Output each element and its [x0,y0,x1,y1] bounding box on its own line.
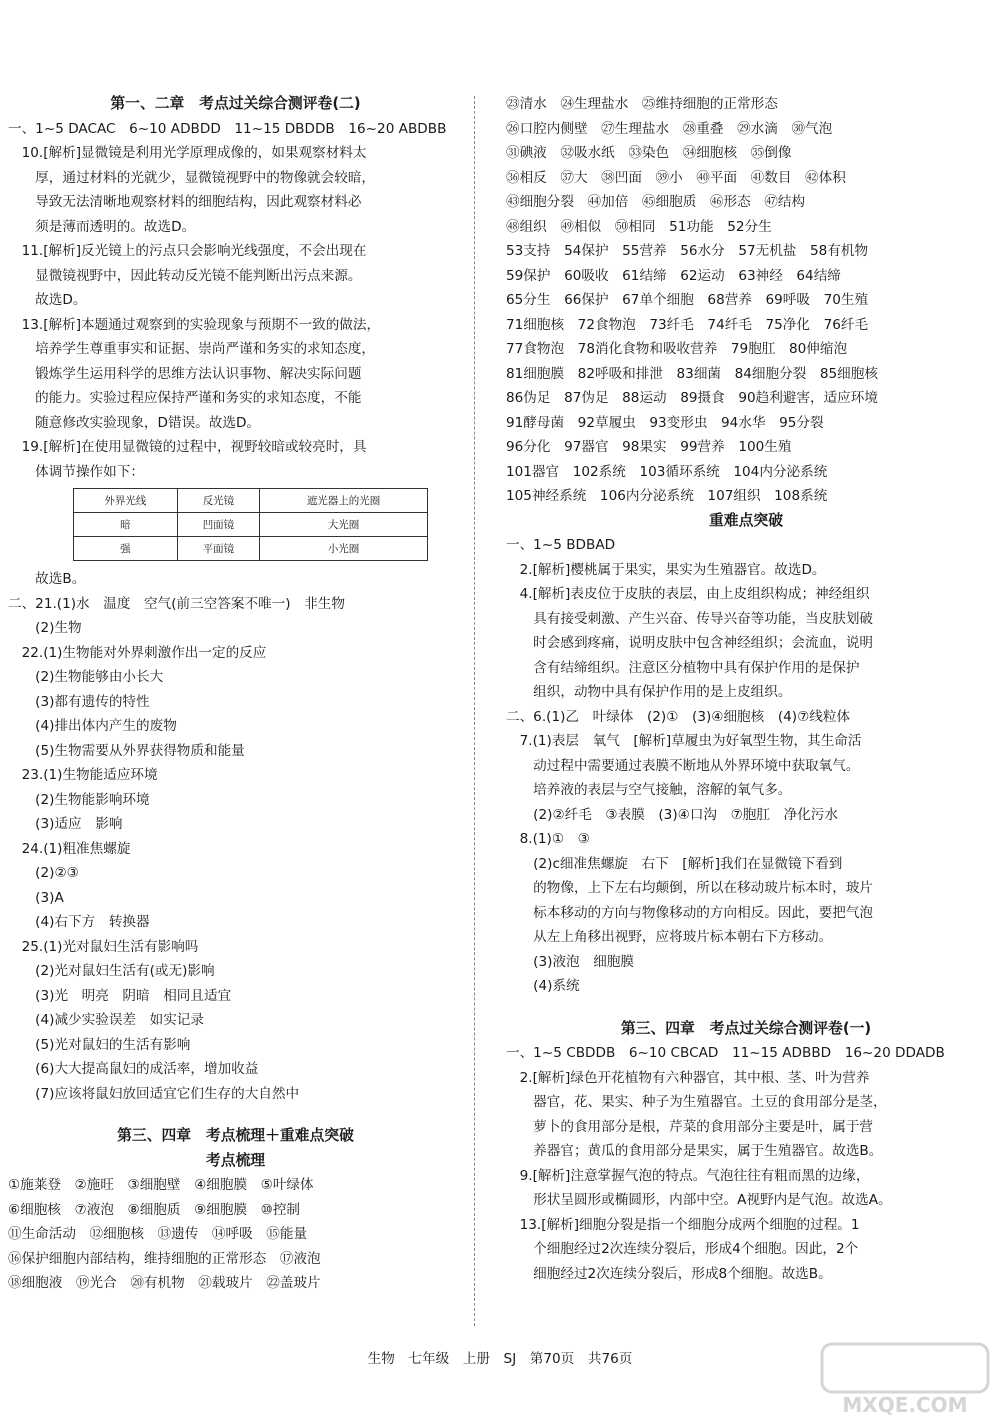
answer-line: ㉛碘液 ㉜吸水纸 ㉝染色 ㉞细胞核 ㉟倒像 [506,145,792,161]
answer-line: 86伪足 87伪足 88运动 89摄食 90趋利避害，适应环境 [506,390,878,406]
section-heading: 第一、二章 考点过关综合测评卷(二) [110,95,361,112]
answer-line: 13.[解析]本题通过观察到的实验现象与预期不一致的做法， [8,316,381,333]
answer-line: ㊱相反 ㊲大 ㊳凹面 ㊴小 ㊵平面 ㊶数目 ㊷体积 [506,169,846,186]
table-cell: 平面镜 [177,537,259,561]
answer-line: (6)大大提高鼠妇的成活率，增加收益 [8,1061,259,1077]
answer-line: (3)都有遗传的特性 [8,693,150,710]
answer-line: (3)光 明亮 阴暗 相同且适宜 [8,987,232,1004]
svg-text:MXQE.COM: MXQE.COM [842,1393,968,1417]
answer-line: 故选B。 [8,571,86,587]
spacer [506,999,986,1017]
section-heading: 第三、四章 考点过关综合测评卷(一) [620,1019,872,1037]
answer-line: 时会感到疼痛，说明皮肤中包含神经组织；会流血，说明 [506,635,874,651]
answer-line: 随意修改实验现象，D错误。故选D。 [8,414,261,431]
table-header-cell: 外界光线 [74,489,178,513]
answer-line: 一、1~5 BDBAD [506,537,616,553]
answer-line: 13.[解析]细胞分裂是指一个细胞分成两个细胞的过程。1 [506,1216,860,1233]
answer-line: 体调节操作如下： [8,463,144,480]
answer-line: 动过程中需要通过表膜不断地从外界环境中获取氧气。 [506,757,860,774]
answer-line: 65分生 66保护 67单个细胞 68营养 69呼吸 70生殖 [506,292,869,308]
answer-line: 器官，花、果实、种子为生殖器官。土豆的食用部分是茎， [506,1094,887,1110]
answer-line: (2)生物 [8,620,82,636]
answer-line: 形状呈圆形或椭圆形，内部中空。A视野内是气泡。故选A。 [506,1192,892,1208]
answer-line: 22.(1)生物能对外界刺激作出一定的反应 [8,644,267,661]
answer-line: (2)②纤毛 ③表膜 (3)④口沟 ⑦胞肛 净化污水 [506,806,838,823]
answer-line: 91酵母菌 92草履虫 93变形虫 94水华 95分裂 [506,414,824,431]
answer-line: (2)②③ [8,865,79,881]
answer-line: 11.[解析]反光镜上的污点只会影响光线强度，不会出现在 [8,243,367,259]
table-cell: 强 [74,537,178,561]
answer-line: ㊽组织 ㊾相似 ㊿相同 51功能 52分生 [506,218,772,235]
answer-line: 一、1~5 DACAC 6~10 ADBDD 11~15 DBDDB 16~20 ABDBB [8,120,447,137]
answer-line: 养器官；黄瓜的食用部分是果实，属于生殖器官。故选B。 [506,1143,883,1159]
answer-line: 一、1~5 CBDDB 6~10 CBCAD 11~15 ADBBD 16~20 DDADB [506,1045,945,1061]
answer-line: 细胞经过2次连续分裂后，形成8个细胞。故选B。 [506,1265,832,1282]
table-cell: 凹面镜 [177,513,259,537]
answer-line: 2.[解析]绿色开花植物有六种器官，其中根、茎、叶为营养 [506,1069,870,1086]
watermark-logo [820,1340,990,1420]
answer-line: 105神经系统 106内分泌系统 107组织 108系统 [506,488,828,504]
answer-line: 23.(1)生物能适应环境 [8,767,158,783]
page-footer: 生物 七年级 上册 SJ 第70页 共76页 [367,1351,633,1367]
answer-line: 锻炼学生运用科学的思维方法认识事物、解决实际问题 [8,365,362,382]
answer-line: 101器官 102系统 103循环系统 104内分泌系统 [506,463,828,480]
section-heading: 重难点突破 [709,511,783,529]
answer-line: 19.[解析]在使用显微镜的过程中，视野较暗或较亮时，具 [8,439,367,455]
answer-line: 故选D。 [8,292,87,308]
answer-line: ⑯保护细胞内部结构，维持细胞的正常形态 ⑰液泡 [8,1250,321,1267]
answer-line: 培养液的表层与空气接触，溶解的氧气多。 [506,782,792,798]
answer-line: ㉓清水 ㉔生理盐水 ㉕维持细胞的正常形态 [506,96,778,112]
answer-line: 培养学生尊重事实和证据、崇尚严谨和务实的求知态度， [8,341,376,357]
answer-line: 71细胞核 72食物泡 73纤毛 74纤毛 75净化 76纤毛 [506,316,869,333]
answer-line: 二、21.(1)水 温度 空气(前三空答案不唯一) 非生物 [8,595,345,612]
answer-line: ㉖口腔内侧壁 ㉗生理盐水 ㉘重叠 ㉙水滴 ㉚气泡 [506,120,833,137]
answer-line: 导致无法清晰地观察材料的细胞结构，因此观察材料必 [8,194,362,210]
answer-line: ⑱细胞液 ⑲光合 ⑳有机物 ㉑载玻片 ㉒盖玻片 [8,1275,321,1291]
answer-line: 标本移动的方向与物像移动的方向相反。因此，要把气泡 [506,904,874,921]
answer-line: 7.(1)表层 氧气 [解析]草履虫为好氧型生物，其生命活 [506,733,862,749]
answer-line: ①施莱登 ②施旺 ③细胞壁 ④细胞膜 ⑤叶绿体 [8,1177,314,1193]
answer-line: ⑪生命活动 ⑫细胞核 ⑬遗传 ⑭呼吸 ⑮能量 [8,1226,308,1242]
answer-line: 的物像，上下左右均颠倒，所以在移动玻片标本时，玻片 [506,880,874,896]
answer-line: (4)排出体内产生的废物 [8,718,177,734]
answer-line: 显微镜视野中，因此转动反光镜不能判断出污点来源。 [8,267,362,284]
answer-line: ⑥细胞核 ⑦液泡 ⑧细胞质 ⑨细胞膜 ⑩控制 [8,1201,301,1218]
column-divider [474,96,475,1326]
table-row [74,537,428,561]
answer-line: 25.(1)光对鼠妇生活有影响吗 [8,938,199,955]
table-row [74,513,428,537]
answer-line: 的能力。实验过程应保持严谨和务实的求知态度，不能 [8,390,362,406]
answer-line: (4)减少实验误差 如实记录 [8,1012,204,1028]
answer-line: 24.(1)粗准焦螺旋 [8,840,131,857]
microscope-light-table [73,488,428,561]
answer-line: 9.[解析]注意掌握气泡的特点。气泡往往有粗而黑的边缘， [506,1167,870,1184]
answer-line: (4)系统 [506,978,580,994]
left-column [8,92,463,1296]
answer-line: 须是薄而透明的。故选D。 [8,218,196,235]
answer-line: 77食物泡 78消化食物和吸收营养 79胞肛 80伸缩泡 [506,341,848,357]
answer-line: (2)光对鼠妇生活有(或无)影响 [8,963,215,979]
section-heading: 第三、四章 考点梳理＋重难点突破 [117,1127,354,1144]
answer-line: 96分化 97器官 98果实 99营养 100生殖 [506,439,792,455]
answer-line: (2)c细准焦螺旋 右下 [解析]我们在显微镜下看到 [506,855,843,872]
answer-line: 二、6.(1)乙 叶绿体 (2)① (3)④细胞核 (4)⑦线粒体 [506,708,851,725]
answer-line: 8.(1)① ③ [506,831,590,847]
spacer [8,1106,463,1124]
table-cell: 暗 [74,513,178,537]
answer-line: (2)生物能够由小长大 [8,669,164,685]
answer-line: 厚，通过材料的光就少，显微镜视野中的物像就会较暗， [8,169,376,186]
answer-line: (3)A [8,889,64,906]
answer-line: 具有接受刺激、产生兴奋、传导兴奋等功能，当皮肤划破 [506,610,874,627]
right-column [506,92,986,1286]
answer-line: 个细胞经过2次连续分裂后，形成4个细胞。因此，2个 [506,1241,859,1257]
answer-line: (7)应该将鼠妇放回适宜它们生存的大自然中 [8,1085,300,1102]
answer-line: 萝卜的食用部分是根，芹菜的食用部分主要是叶，属于营 [506,1118,874,1135]
section-heading: 考点梳理 [205,1151,266,1169]
answer-line: 10.[解析]显微镜是利用光学原理成像的，如果观察材料太 [8,145,367,161]
answer-line: 53支持 54保护 55营养 56水分 57无机盐 58有机物 [506,243,869,259]
table-cell: 小光圈 [260,537,428,561]
answer-line: 4.[解析]表皮位于皮肤的表层，由上皮组织构成；神经组织 [506,586,870,602]
table-header-cell: 遮光器上的光圈 [260,489,428,513]
answer-line: 组织，动物中具有保护作用的是上皮组织。 [506,684,792,700]
answer-line: 2.[解析]樱桃属于果实，果实为生殖器官。故选D。 [506,561,826,578]
answer-line: 含有结缔组织。注意区分植物中具有保护作用的是保护 [506,659,860,676]
answer-line: 59保护 60吸收 61结缔 62运动 63神经 64结缔 [506,267,841,284]
answer-line: (5)生物需要从外界获得物质和能量 [8,742,245,759]
answer-line: (4)右下方 转换器 [8,914,150,930]
answer-line: (3)适应 影响 [8,816,123,832]
answer-line: ㊸细胞分裂 ㊹加倍 ㊺细胞质 ㊻形态 ㊼结构 [506,194,806,210]
answer-line: 81细胞膜 82呼吸和排泄 83细菌 84细胞分裂 85细胞核 [506,365,878,382]
answer-line: (5)光对鼠妇的生活有影响 [8,1036,191,1053]
table-cell: 大光圈 [260,513,428,537]
answer-line: 从左上角移出视野，应将玻片标本朝右下方移动。 [506,929,833,945]
answer-line: (2)生物能影响环境 [8,791,150,808]
table-header-cell: 反光镜 [177,489,259,513]
answer-line: (3)液泡 细胞膜 [506,953,635,970]
